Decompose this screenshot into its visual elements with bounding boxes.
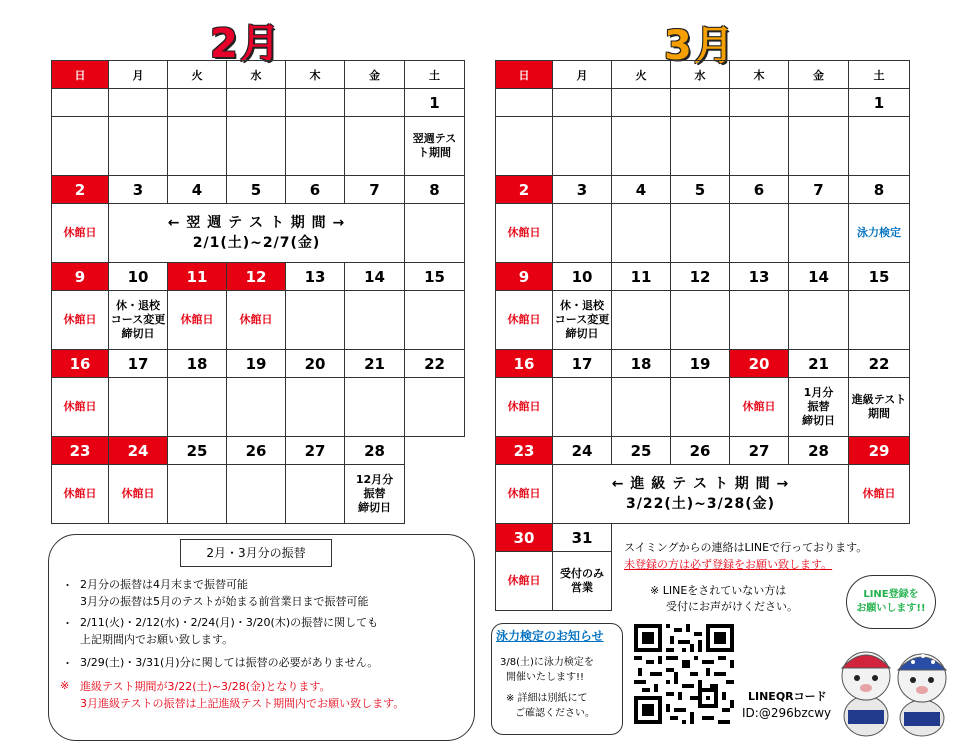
transfer-line6: 進級テスト期間が3/22(土)~3/28(金)となります。 (80, 680, 331, 693)
closed-label: 休館日 (730, 378, 789, 437)
mascot-characters-image (828, 628, 958, 738)
deadline-note: 12月分 振替 締切日 (345, 465, 405, 524)
day-number: 23 (496, 437, 553, 465)
day-number: 13 (286, 263, 345, 291)
day-number: 24 (109, 437, 168, 465)
mascot-left (842, 652, 890, 736)
transfer-line3: 2/11(火)・2/12(水)・2/24(月)・3/20(木)の振替に関しても (80, 616, 379, 629)
day-number: 22 (405, 350, 465, 378)
test-period-span (553, 465, 849, 524)
qr-label: LINEQRコード (748, 690, 827, 703)
swim-test-title: 泳力検定のお知らせ (496, 629, 604, 643)
bullet-icon: ・ (62, 579, 73, 592)
day-number: 3 (109, 176, 168, 204)
day-number: 31 (553, 524, 612, 552)
feb-title: 2月 (210, 21, 282, 67)
day-number: 22 (849, 350, 910, 378)
day-note (109, 117, 168, 176)
day-cell (345, 89, 405, 117)
test-period-line2: 3/22(土)~3/28(金) (626, 496, 775, 512)
day-note (405, 378, 465, 437)
day-number: 25 (168, 437, 227, 465)
day-number: 3 (553, 176, 612, 204)
day-number: 4 (168, 176, 227, 204)
day-note (168, 378, 227, 437)
day-note (405, 291, 465, 350)
weekday-sun: 日 (496, 61, 553, 89)
day-number: 19 (671, 350, 730, 378)
day-number: 11 (168, 263, 227, 291)
weekday-sat: 土 (405, 61, 465, 89)
day-number: 9 (52, 263, 109, 291)
day-note (849, 291, 910, 350)
test-period-note: 翌週テスト期間 (412, 132, 457, 159)
day-number: 2 (496, 176, 553, 204)
transfer-notes-title: 2月・3月分の振替 (180, 539, 332, 567)
day-note (612, 378, 671, 437)
closed-label: 休館日 (52, 204, 109, 263)
empty-cell (405, 465, 465, 524)
day-cell (553, 89, 612, 117)
day-note (612, 117, 671, 176)
closed-label: 休館日 (227, 291, 286, 350)
day-number: 2 (52, 176, 109, 204)
day-number: 27 (730, 437, 789, 465)
line-register-bubble (846, 575, 936, 629)
line-id: ID:@296bzcwy (742, 706, 832, 720)
test-period-line2: 2/1(土)~2/7(金) (192, 235, 321, 251)
day-note (553, 117, 612, 176)
day-note (671, 204, 730, 263)
deadline-note: 休・退校 コース変更 締切日 (109, 291, 168, 350)
weekday-wed: 水 (671, 61, 730, 89)
weekday-sun: 日 (52, 61, 109, 89)
empty-cell (405, 437, 465, 465)
closed-label: 休館日 (849, 465, 910, 524)
day-number: 16 (52, 350, 109, 378)
day-note (345, 117, 405, 176)
weekday-tue: 火 (168, 61, 227, 89)
day-note (345, 291, 405, 350)
day-number: 28 (345, 437, 405, 465)
day-note (612, 291, 671, 350)
closed-label: 休館日 (109, 465, 168, 524)
weekday-fri: 金 (789, 61, 849, 89)
day-note (405, 117, 465, 176)
day-number: 21 (789, 350, 849, 378)
closed-label: 休館日 (496, 465, 553, 524)
day-note (52, 117, 109, 176)
weekday-thu: 木 (286, 61, 345, 89)
day-note (553, 204, 612, 263)
transfer-line7: 3月進級テストの振替は上記進級テスト期間内でお願い致します。 (80, 697, 405, 710)
day-note (286, 117, 345, 176)
test-period-line1: ← 翌 週 テ ス ト 期 間 → (167, 215, 346, 231)
note-mark-icon: ※ (60, 679, 70, 692)
day-cell (227, 89, 286, 117)
day-cell (168, 89, 227, 117)
day-number: 9 (496, 263, 553, 291)
closed-label: 休館日 (168, 291, 227, 350)
day-number: 14 (345, 263, 405, 291)
weekday-tue: 火 (612, 61, 671, 89)
day-number: 17 (553, 350, 612, 378)
day-number: 18 (168, 350, 227, 378)
swim-test-line2: 開催いたします!! (506, 672, 585, 683)
day-number: 26 (227, 437, 286, 465)
day-number: 8 (405, 176, 465, 204)
closed-label: 休館日 (52, 465, 109, 524)
day-number: 23 (52, 437, 109, 465)
line-notice-line3: ※ LINEをされていない方は (650, 584, 787, 597)
weekday-mon: 月 (109, 61, 168, 89)
day-note (789, 117, 849, 176)
closed-label: 休館日 (496, 291, 553, 350)
day-note (730, 291, 789, 350)
closed-label: 休館日 (496, 204, 553, 263)
bullet-icon: ・ (62, 657, 73, 670)
line-notice-line2: 未登録の方は必ず登録をお願い致します。 (624, 558, 833, 571)
day-cell (109, 89, 168, 117)
day-number: 1 (849, 89, 910, 117)
day-number: 7 (789, 176, 849, 204)
mar-calendar (495, 60, 910, 611)
swim-test-label: 泳力検定 (849, 204, 910, 263)
day-note (286, 291, 345, 350)
transfer-line1: 2月分の振替は4月末まで振替可能 (80, 578, 248, 591)
weekday-mon: 月 (553, 61, 612, 89)
swim-test-line1: 3/8(土)に泳力検定を (500, 657, 594, 668)
day-number: 13 (730, 263, 789, 291)
line-qr-code[interactable] (634, 624, 734, 724)
weekday-thu: 木 (730, 61, 789, 89)
day-note (612, 204, 671, 263)
day-note (405, 204, 465, 263)
day-cell (496, 89, 553, 117)
day-number: 6 (730, 176, 789, 204)
day-number: 12 (671, 263, 730, 291)
day-number: 10 (109, 263, 168, 291)
day-number: 24 (553, 437, 612, 465)
deadline-note: 休・退校 コース変更 締切日 (553, 291, 612, 350)
transfer-line2: 3月分の振替は5月のテストが始まる前営業日まで振替可能 (80, 595, 369, 608)
day-cell (52, 89, 109, 117)
swim-test-line4: ご確認ください。 (515, 708, 595, 719)
day-number: 5 (671, 176, 730, 204)
closed-label: 休館日 (496, 378, 553, 437)
test-period-line1: ← 進 級 テ ス ト 期 間 → (611, 476, 790, 492)
day-number: 15 (849, 263, 910, 291)
day-number: 14 (789, 263, 849, 291)
feb-calendar (51, 60, 465, 524)
day-note (496, 117, 553, 176)
day-note (227, 117, 286, 176)
day-number: 1 (405, 89, 465, 117)
day-cell (671, 89, 730, 117)
day-cell (612, 89, 671, 117)
day-number: 19 (227, 350, 286, 378)
day-number: 7 (345, 176, 405, 204)
day-cell (730, 89, 789, 117)
day-note (789, 204, 849, 263)
day-number: 17 (109, 350, 168, 378)
test-period-note: 進級テスト 期間 (849, 378, 910, 437)
day-number: 18 (612, 350, 671, 378)
day-note (671, 378, 730, 437)
deadline-note: 1月分 振替 締切日 (789, 378, 849, 437)
day-note (286, 465, 345, 524)
day-number: 27 (286, 437, 345, 465)
closed-label: 休館日 (52, 291, 109, 350)
day-note (553, 378, 612, 437)
day-note (730, 204, 789, 263)
day-number: 26 (671, 437, 730, 465)
day-note (345, 378, 405, 437)
swim-test-line3: ※ 詳細は別紙にて (506, 693, 588, 704)
day-note (168, 465, 227, 524)
day-number: 12 (227, 263, 286, 291)
mar-title: 3月 (664, 23, 736, 69)
day-number: 15 (405, 263, 465, 291)
weekday-fri: 金 (345, 61, 405, 89)
day-number: 21 (345, 350, 405, 378)
transfer-line4: 上記期間内でお願い致します。 (80, 633, 234, 646)
mascot-right (898, 654, 946, 736)
bubble-line1: LINE登録を (863, 589, 919, 600)
day-number: 11 (612, 263, 671, 291)
day-note (849, 117, 910, 176)
weekday-wed: 水 (227, 61, 286, 89)
day-note (109, 378, 168, 437)
line-notice-line1: スイミングからの連絡はLINEで行っております。 (624, 541, 868, 554)
bubble-line2: お願いします!! (856, 603, 926, 614)
day-note (286, 378, 345, 437)
day-number: 29 (849, 437, 910, 465)
day-note (789, 291, 849, 350)
day-note (227, 378, 286, 437)
day-note (168, 117, 227, 176)
day-number: 30 (496, 524, 553, 552)
line-notice-line4: 受付にお声がけください。 (666, 600, 798, 613)
day-cell (789, 89, 849, 117)
transfer-line5: 3/29(土)・3/31(月)分に関しては振替の必要がありません。 (80, 656, 379, 669)
day-number: 16 (496, 350, 553, 378)
test-period-span (109, 204, 405, 263)
reception-only-note: 受付のみ 営業 (553, 552, 612, 611)
closed-label: 休館日 (496, 552, 553, 611)
day-number: 20 (730, 350, 789, 378)
day-note (730, 117, 789, 176)
closed-label: 休館日 (52, 378, 109, 437)
day-number: 8 (849, 176, 910, 204)
day-number: 10 (553, 263, 612, 291)
day-number: 28 (789, 437, 849, 465)
day-note (671, 291, 730, 350)
day-number: 5 (227, 176, 286, 204)
day-number: 25 (612, 437, 671, 465)
weekday-sat: 土 (849, 61, 910, 89)
day-number: 6 (286, 176, 345, 204)
day-note (671, 117, 730, 176)
day-number: 20 (286, 350, 345, 378)
day-cell (286, 89, 345, 117)
bullet-icon: ・ (62, 617, 73, 630)
day-note (227, 465, 286, 524)
day-number: 4 (612, 176, 671, 204)
